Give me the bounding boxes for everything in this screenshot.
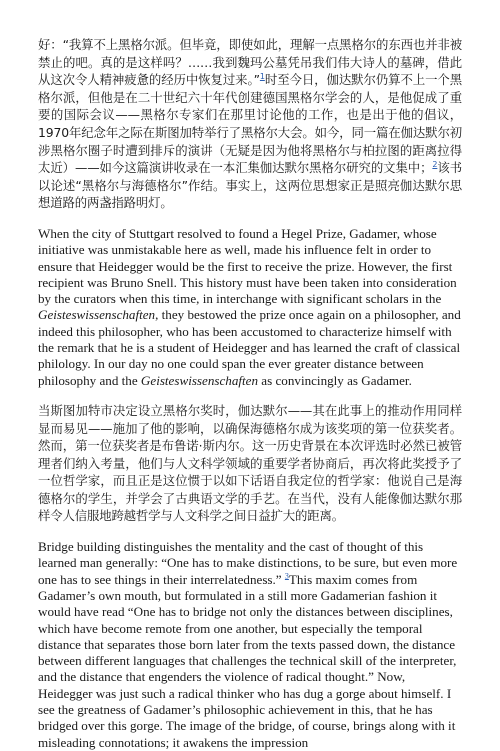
p4-text-a: Bridge building distinguishes the mentality and the cast of thought of this learned man generally: “One has to make distinctions, to be sure, but even more one has to see things in their interrelatedness.” <box>38 539 458 587</box>
english-paragraph-1 <box>38 226 462 389</box>
p1-text-b: 时至今日，伽达默尔仍算不上一个黑格尔派，但他是在二十世纪六十年代创建德国黑格尔学会的人，是他促成了重要的国际会议——黑格尔专家们在那里讨论他的工作，也是出于他的倡议，1970年纪念年之际在斯图加特举行了黑格尔大会。如今，同一篇在伽达默尔初涉黑格尔圈子时遭到排斥的演讲（无疑是因为他将黑格尔与柏拉图的距离拉得太近）——如今这篇演讲收录在一本汇集伽达默尔黑格尔研究的文集中； <box>38 72 462 176</box>
p2-text-b: , they bestowed the prize once again on a philosopher, and indeed this philosopher, who has been accustomed to characterize himself with the remark that he is a student of Heidegger and has learned the craft of classical philology. In our day no one could span the ever greater distance between philosophy and the <box>38 307 461 388</box>
p2-text-c: as convincingly as Gadamer. <box>258 372 412 388</box>
p1-text-c: 该书以论述“黑格尔与海德格尔”作结。事实上，这两位思想家正是照亮伽达默尔思想道路的两盏指路明灯。 <box>38 160 463 211</box>
p2-italic-term-1: Geisteswissenschaften <box>38 307 156 323</box>
chinese-paragraph-2 <box>38 402 462 525</box>
footnote-ref-3[interactable]: 3 <box>284 571 289 581</box>
p4-text-b: This maxim comes from Gadamer’s own mouth, but formulated in a still more Gadamerian fashion it would have read “One has to bridge not only the distances between disciplines, which have become remote from one another, but especially the temporal distance that separates those born later from the texts passed down, the distance between different languages that challenges the technical skill of the interpreter, and the distance that engenders the violence of radical thought.” Now, Heidegger was just such a radical thinker who has dug a gorge about himself. I see the greatness of Gadamer’s philosophic achievement in this, that he has bridged over this gorge. The image of the bridge, of course, brings along with it misleading connotations; it awakens the impression <box>38 571 457 750</box>
chinese-paragraph-1 <box>38 36 462 212</box>
p2-italic-term-2: Geisteswissenschaften <box>140 372 259 388</box>
p2-text-a: When the city of Stuttgart resolved to found a Hegel Prize, Gadamer, whose initiative was unmistakable here as well, made his influence felt in order to ensure that Heidegger would be the first to receive the prize. However, the first recipient was Bruno Snell. This history must have been taken into consideration by the curators when this time, in interchange with significant scholars in the <box>38 225 457 307</box>
english-paragraph-2 <box>38 539 462 751</box>
footnote-ref-2[interactable]: 2 <box>432 160 438 170</box>
p1-text-a: 好：“我算不上黑格尔派。但毕竟，即使如此，理解一点黑格尔的东西也并非被禁止的吧。真的是这样吗？……我到魏玛公墓凭吊我们伟大诗人的墓碑，借此从这次令人精神疲惫的经历中恢复过来。” <box>38 37 462 88</box>
footnote-ref-1[interactable]: 1 <box>259 72 265 82</box>
p3-text: 当斯图加特市决定设立黑格尔奖时，伽达默尔——其在此事上的推动作用同样显而易见——施加了他的影响，以确保海德格尔成为该奖项的第一位获奖者。然而，第一位获奖者是布鲁诺·斯内尔。这一历史背景在本次评选时必然已被管理者们纳入考量，他们与人文科学领域的重要学者协商后，再次将此奖授予了一位哲学家，而且正是这位惯于以如下话语自我定位的哲学家：他说自己是海德格尔的学生，并学会了古典语文学的手艺。在当代，没有人能像伽达默尔那样令人信服地跨越哲学与人文科学之间日益扩大的距离。 <box>38 402 462 524</box>
